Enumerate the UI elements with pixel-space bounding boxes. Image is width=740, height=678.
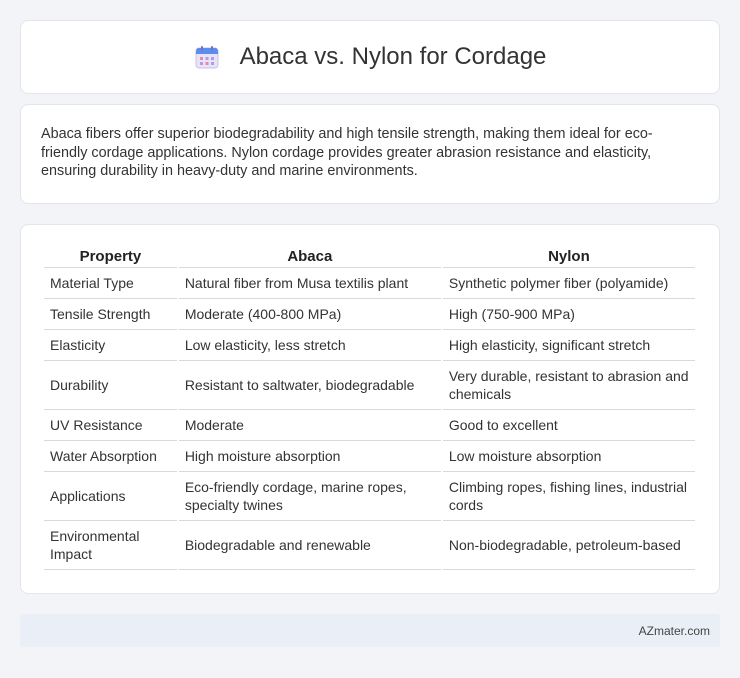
- cell-property: Water Absorption: [44, 441, 177, 472]
- table-header-row: [44, 245, 695, 268]
- header-property: Property: [44, 245, 177, 268]
- cell-nylon: Synthetic polymer fiber (polyamide): [443, 268, 695, 299]
- cell-nylon: High elasticity, significant stretch: [443, 330, 695, 361]
- title-card: [20, 20, 720, 94]
- cell-nylon: High (750-900 MPa): [443, 299, 695, 330]
- cell-nylon: Low moisture absorption: [443, 441, 695, 472]
- cell-abaca: Moderate (400-800 MPa): [179, 299, 441, 330]
- cell-abaca: Natural fiber from Musa textilis plant: [179, 268, 441, 299]
- cell-property: Material Type: [44, 268, 177, 299]
- cell-abaca: High moisture absorption: [179, 441, 441, 472]
- table-row: [44, 330, 695, 361]
- cell-nylon: Very durable, resistant to abrasion and chemicals: [443, 361, 695, 410]
- cell-property: UV Resistance: [44, 410, 177, 441]
- header-nylon: Nylon: [443, 245, 695, 268]
- intro-text: Abaca fibers offer superior biodegradability and high tensile strength, making them ideal for eco-friendly cordage applications. Nylon cordage provides greater abrasion resistance and elasticity, ensuring durability in heavy-duty and marine environments.: [41, 126, 653, 179]
- table-row: [44, 472, 695, 521]
- table-row: [44, 299, 695, 330]
- intro-card: [20, 104, 720, 204]
- cell-abaca: Biodegradable and renewable: [179, 521, 441, 570]
- cell-abaca: Eco-friendly cordage, marine ropes, specialty twines: [179, 472, 441, 521]
- cell-property: Tensile Strength: [44, 299, 177, 330]
- cell-property: Elasticity: [44, 330, 177, 361]
- cell-property: Environmental Impact: [44, 521, 177, 570]
- cell-abaca: Low elasticity, less stretch: [179, 330, 441, 361]
- cell-nylon: Climbing ropes, fishing lines, industrial cords: [443, 472, 695, 521]
- table-row: [44, 361, 695, 410]
- cell-abaca: Resistant to saltwater, biodegradable: [179, 361, 441, 410]
- header-abaca: Abaca: [179, 245, 441, 268]
- table-row: [44, 441, 695, 472]
- footer-brand: AZmater.com: [638, 623, 710, 638]
- cell-nylon: Good to excellent: [443, 410, 695, 441]
- calendar-icon: [194, 44, 220, 70]
- footer: [20, 614, 720, 647]
- page-title: Abaca vs. Nylon for Cordage: [239, 43, 547, 70]
- cell-property: Durability: [44, 361, 177, 410]
- title-wrap: [194, 43, 547, 71]
- table-row: [44, 521, 695, 570]
- cell-nylon: Non-biodegradable, petroleum-based: [443, 521, 695, 570]
- table-card: [20, 224, 720, 594]
- cell-abaca: Moderate: [179, 410, 441, 441]
- comparison-table: [42, 245, 697, 570]
- cell-property: Applications: [44, 472, 177, 521]
- table-row: [44, 410, 695, 441]
- table-row: [44, 268, 695, 299]
